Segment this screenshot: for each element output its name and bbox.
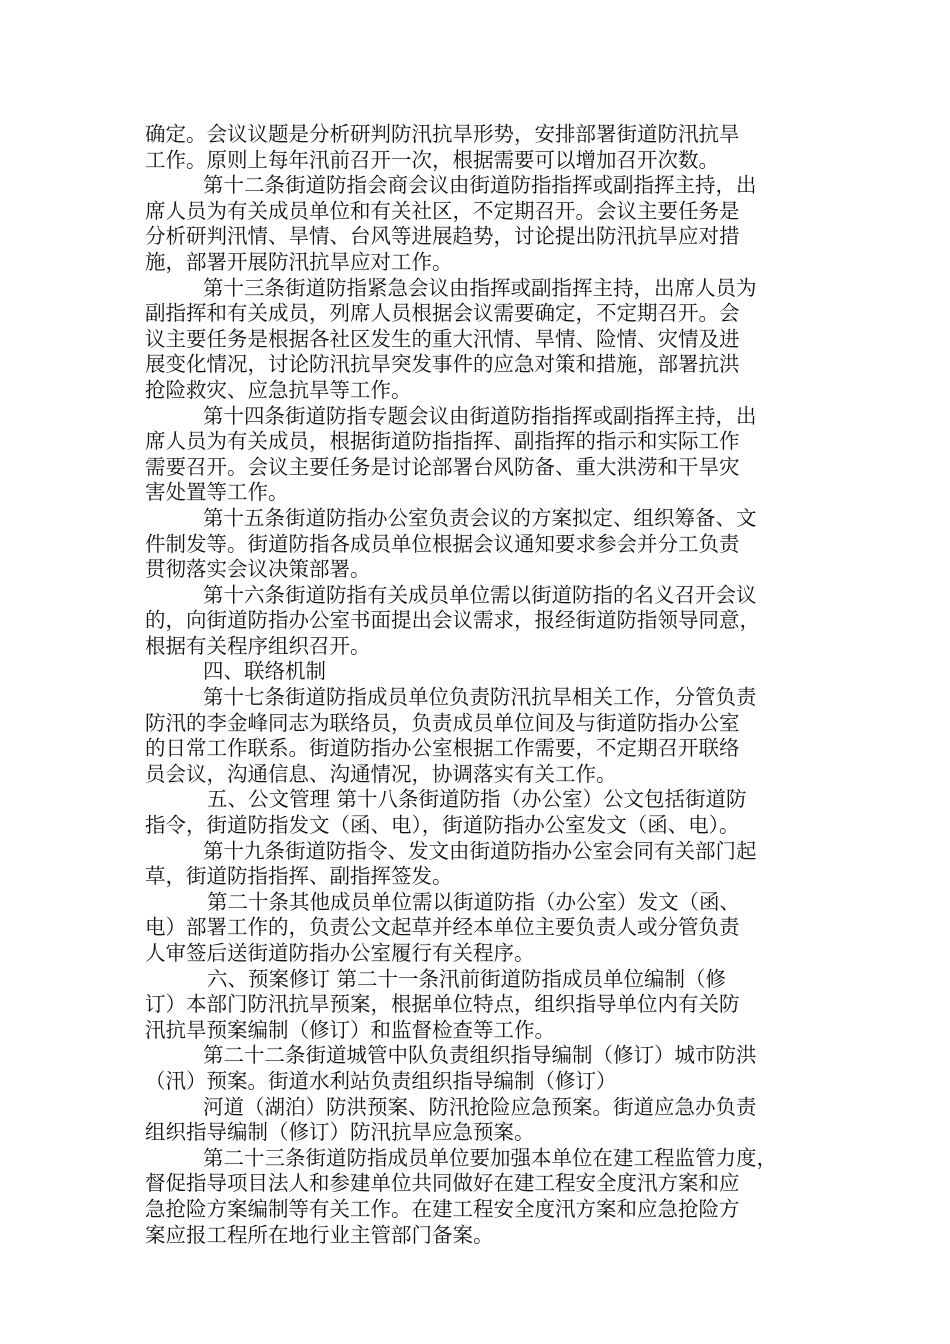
text-line: 第十五条街道防指办公室负责会议的方案拟定、组织筹备、文 (203, 505, 757, 530)
text-line: 第二十三条街道防指成员单位要加强本单位在建工程监管力度， (203, 1145, 777, 1170)
text-line: 案应报工程所在地行业主管部门备案。 (145, 1222, 494, 1247)
text-line: （汛）预案。街道水利站负责组织指导编制（修订） (145, 1068, 617, 1093)
text-line: 第二十条其他成员单位需以街道防指（办公室）发文（函、 (207, 889, 740, 914)
text-line: 指令，街道防指发文（函、电），街道防指办公室发文（函、电）。 (145, 813, 740, 838)
text-line: 河道（湖泊）防洪预案、防汛抢险应急预案。街道应急办负责 (203, 1094, 757, 1119)
text-line: 工作。原则上每年汛前召开一次，根据需要可以增加召开次数。 (145, 147, 719, 172)
text-line: 件制发等。街道防指各成员单位根据会议通知要求参会并分工负责 (145, 531, 740, 556)
text-line: 督促指导项目法人和参建单位共同做好在建工程安全度汛方案和应 (145, 1171, 740, 1196)
text-line: 需要召开。会议主要任务是讨论部署台风防备、重大洪涝和干旱灾 (145, 454, 740, 479)
document-body (145, 122, 815, 1248)
text-line: 第二十二条街道城管中队负责组织指导编制（修订）城市防洪 (203, 1043, 757, 1068)
text-line: 副指挥和有关成员，列席人员根据会议需要确定，不定期召开。会 (145, 301, 740, 326)
text-line: 六、预案修订 第二十一条汛前街道防指成员单位编制（修 (207, 966, 727, 991)
text-line: 人审签后送街道防指办公室履行有关程序。 (145, 941, 535, 965)
text-line: 汛抗旱预案编制（修订）和监督检查等工作。 (145, 1017, 555, 1042)
text-line: 急抢险方案编制等有关工作。在建工程安全度汛方案和应急抢险方 (145, 1196, 740, 1221)
text-line: 第十三条街道防指紧急会议由指挥或副指挥主持，出席人员为 (203, 275, 757, 300)
text-line: 议主要任务是根据各社区发生的重大汛情、旱情、险情、灾情及进 (145, 326, 740, 351)
text-line: 组织指导编制（修订）防汛抗旱应急预案。 (145, 1120, 535, 1145)
text-line: 施，部署开展防汛抗旱应对工作。 (145, 249, 453, 274)
text-line: 席人员为有关成员单位和有关社区，不定期召开。会议主要任务是 (145, 198, 740, 223)
text-line: 第十二条街道防指会商会议由街道防指指挥或副指挥主持，出 (203, 173, 757, 198)
text-line: 防汛的李金峰同志为联络员，负责成员单位间及与街道防指办公室 (145, 710, 740, 735)
text-line: 第十七条街道防指成员单位负责防汛抗旱相关工作，分管负责 (203, 685, 757, 710)
text-line: 展变化情况，讨论防汛抗旱突发事件的应急对策和措施，部署抗洪 (145, 352, 740, 377)
text-line: 员会议，沟通信息、沟通情况，协调落实有关工作。 (145, 761, 617, 786)
text-line: 贯彻落实会议决策部署。 (145, 557, 371, 582)
text-line: 第十九条街道防指令、发文由街道防指办公室会同有关部门起 (203, 838, 757, 863)
text-line: 分析研判汛情、旱情、台风等进展趋势，讨论提出防汛抗旱应对措 (145, 224, 740, 249)
text-line: 确定。会议议题是分析研判防汛抗旱形势，安排部署街道防汛抗旱 (145, 122, 740, 146)
text-line: 五、公文管理 第十八条街道防指（办公室）公文包括街道防 (207, 787, 747, 812)
text-line: 的，向街道防指办公室书面提出会议需求，报经街道防指领导同意， (145, 608, 760, 633)
text-line: 抢险救灾、应急抗旱等工作。 (145, 377, 412, 402)
text-line: 草，街道防指指挥、副指挥签发。 (145, 864, 453, 889)
text-line: 第十六条街道防指有关成员单位需以街道防指的名义召开会议 (203, 582, 757, 607)
text-line: 席人员为有关成员，根据街道防指指挥、副指挥的指示和实际工作 (145, 429, 740, 454)
text-line: 第十四条街道防指专题会议由街道防指指挥或副指挥主持，出 (203, 403, 757, 428)
text-line: 害处置等工作。 (145, 480, 289, 505)
text-line: 根据有关程序组织召开。 (145, 633, 371, 658)
text-line: 电）部署工作的，负责公文起草并经本单位主要负责人或分管负责 (145, 915, 740, 940)
text-line: 订）本部门防汛抗旱预案，根据单位特点，组织指导单位内有关防 (145, 992, 740, 1017)
text-line: 的日常工作联系。街道防指办公室根据工作需要，不定期召开联络 (145, 736, 740, 761)
text-line: 四、联络机制 (203, 659, 326, 684)
